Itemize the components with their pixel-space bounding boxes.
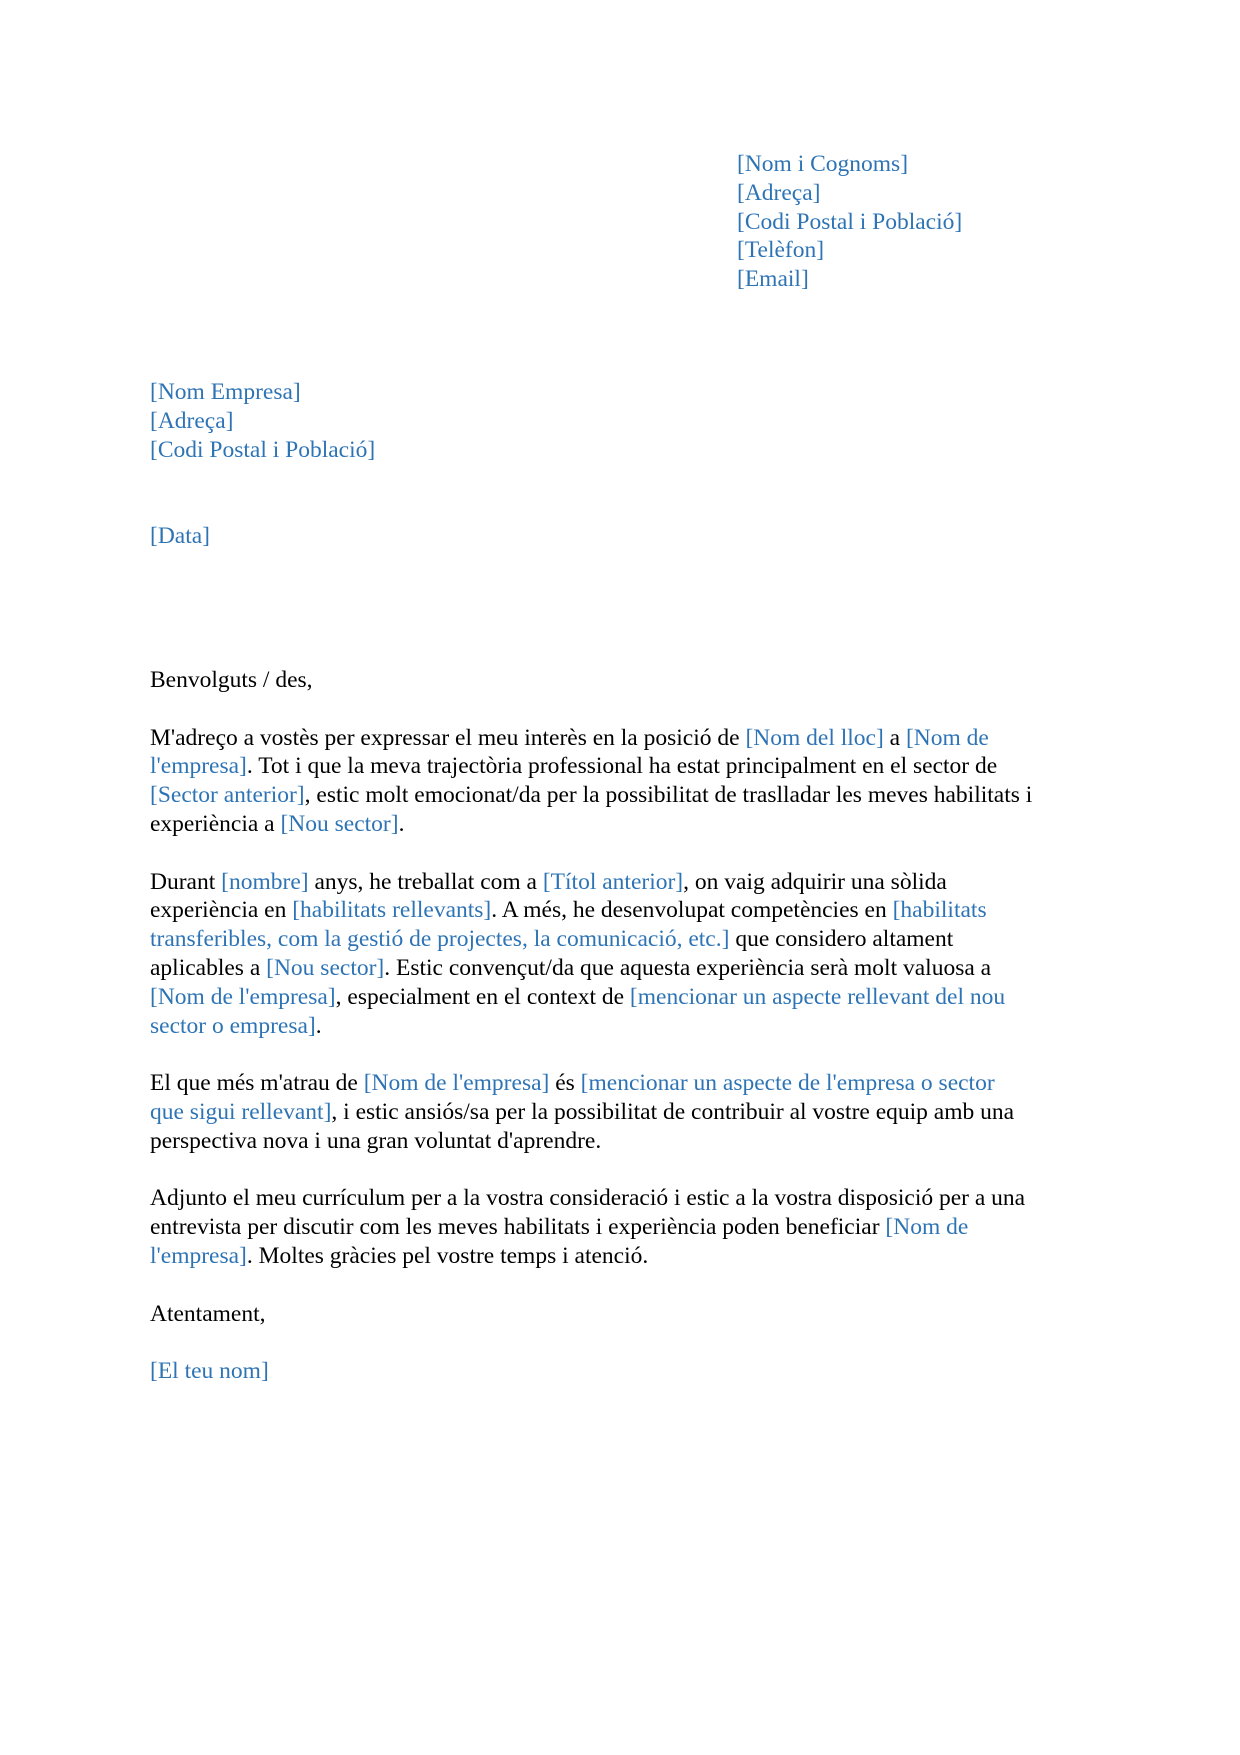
paragraph-3 [150,1069,1100,1155]
paragraph-line [150,954,1100,983]
placeholder-run: [habilitats rellevants] [292,897,492,924]
text-run: aplicables a [150,954,267,981]
text-run: Adjunto el meu currículum per a la vostra consideració i estic a la vostra disposició per a una [150,1185,1026,1212]
closing [150,1300,1100,1329]
text-run: a [883,724,906,751]
sender-postal-city: [Codi Postal i Població] [737,208,963,235]
placeholder-run: [Títol anterior] [542,868,684,895]
paragraph-line [150,1127,1100,1156]
sender-phone: [Telèfon] [737,237,825,264]
text-run: . [398,810,405,837]
placeholder-run: [Nom de l'empresa] [150,983,336,1010]
text-run: , estic molt emocionat/da per la possibilitat de traslladar les meves habilitats i [304,782,1033,809]
text-run: El que més m'atrau de [150,1070,364,1097]
placeholder-run: [Nou sector] [266,954,385,981]
text-run: , on vaig adquirir una sòlida [683,868,947,895]
text-run: Durant [150,868,222,895]
placeholder-run: [Nou sector] [280,810,399,837]
text-run: perspectiva nova i una gran voluntat d'aprendre. [150,1127,602,1154]
paragraph-line [150,983,1100,1012]
placeholder-run: [nombre] [221,868,309,895]
paragraph-line [150,896,1100,925]
greeting-text: Benvolguts / des, [150,667,313,693]
paragraph-line [150,868,1100,897]
text-run: M'adreço a vostès per expressar el meu interès en la posició de [150,724,746,751]
paragraph-1 [150,724,1100,839]
placeholder-run: [mencionar un aspecte rellevant del nou [629,983,1006,1010]
placeholder-run: sector o empresa] [150,1012,316,1039]
signature-name: [El teu nom] [150,1358,269,1385]
text-run: anys, he treballat com a [308,868,543,895]
sender-address: [Adreça] [737,179,821,206]
text-run: és [549,1070,581,1097]
paragraph-line [150,1069,1100,1098]
text-run: entrevista per discutir com les meves habilitats i experiència poden beneficiar [150,1214,886,1241]
placeholder-run: [Nom de l'empresa] [363,1070,550,1097]
text-run: , i estic ansiós/sa per la possibilitat de contribuir al vostre equip amb una [331,1098,1015,1125]
text-run: experiència a [150,810,281,837]
recipient-postal-city: [Codi Postal i Població] [150,436,376,463]
paragraph-line [150,1213,1100,1242]
sender-name: [Nom i Cognoms] [737,151,909,177]
placeholder-run: [habilitats [892,897,987,924]
greeting [150,666,1100,695]
date-block [150,522,210,551]
paragraph-line [150,1242,1100,1271]
placeholder-run: l'empresa] [150,1242,247,1269]
text-run: experiència en [150,897,293,924]
recipient-address: [Adreça] [150,407,234,434]
paragraph-line [150,925,1100,954]
paragraph-line [150,1184,1100,1213]
placeholder-run: transferibles, com la gestió de projectes, la comunicació, etc.] [150,926,730,953]
text-run: , especialment en el context de [335,983,630,1010]
placeholder-run: [Nom del lloc] [745,724,884,751]
paragraph-line [150,752,1100,781]
text-run: que considero altament [729,926,954,953]
placeholder-run: [Sector anterior] [150,782,305,809]
sender-block [737,150,962,294]
paragraph-line [150,810,1100,839]
closing-text: Atentament, [150,1300,266,1327]
text-run: . Moltes gràcies pel vostre temps i atenció. [246,1242,649,1269]
paragraph-line [150,724,1100,753]
text-run: . Estic convençut/da que aquesta experiència serà molt valuosa a [384,954,992,981]
placeholder-run: [Nom de [885,1214,969,1241]
paragraph-line [150,1012,1100,1041]
recipient-block [150,378,375,464]
letter-date: [Data] [150,523,211,549]
text-run: . [315,1012,322,1039]
signature [150,1357,1100,1386]
paragraph-2 [150,868,1100,1041]
sender-email: [Email] [737,266,809,293]
paragraph-line [150,781,1100,810]
recipient-company: [Nom Empresa] [150,379,301,405]
letter-body [150,666,1100,1415]
placeholder-run: l'empresa] [150,753,247,780]
paragraph-4 [150,1184,1100,1270]
text-run: . Tot i que la meva trajectòria professional ha estat principalment en el sector de [246,753,998,780]
placeholder-run: [mencionar un aspecte de l'empresa o sector [580,1070,995,1097]
placeholder-run: que sigui rellevant] [150,1098,332,1125]
placeholder-run: [Nom de [905,724,989,751]
text-run: . A més, he desenvolupat competències en [491,897,893,924]
paragraph-line [150,1098,1100,1127]
